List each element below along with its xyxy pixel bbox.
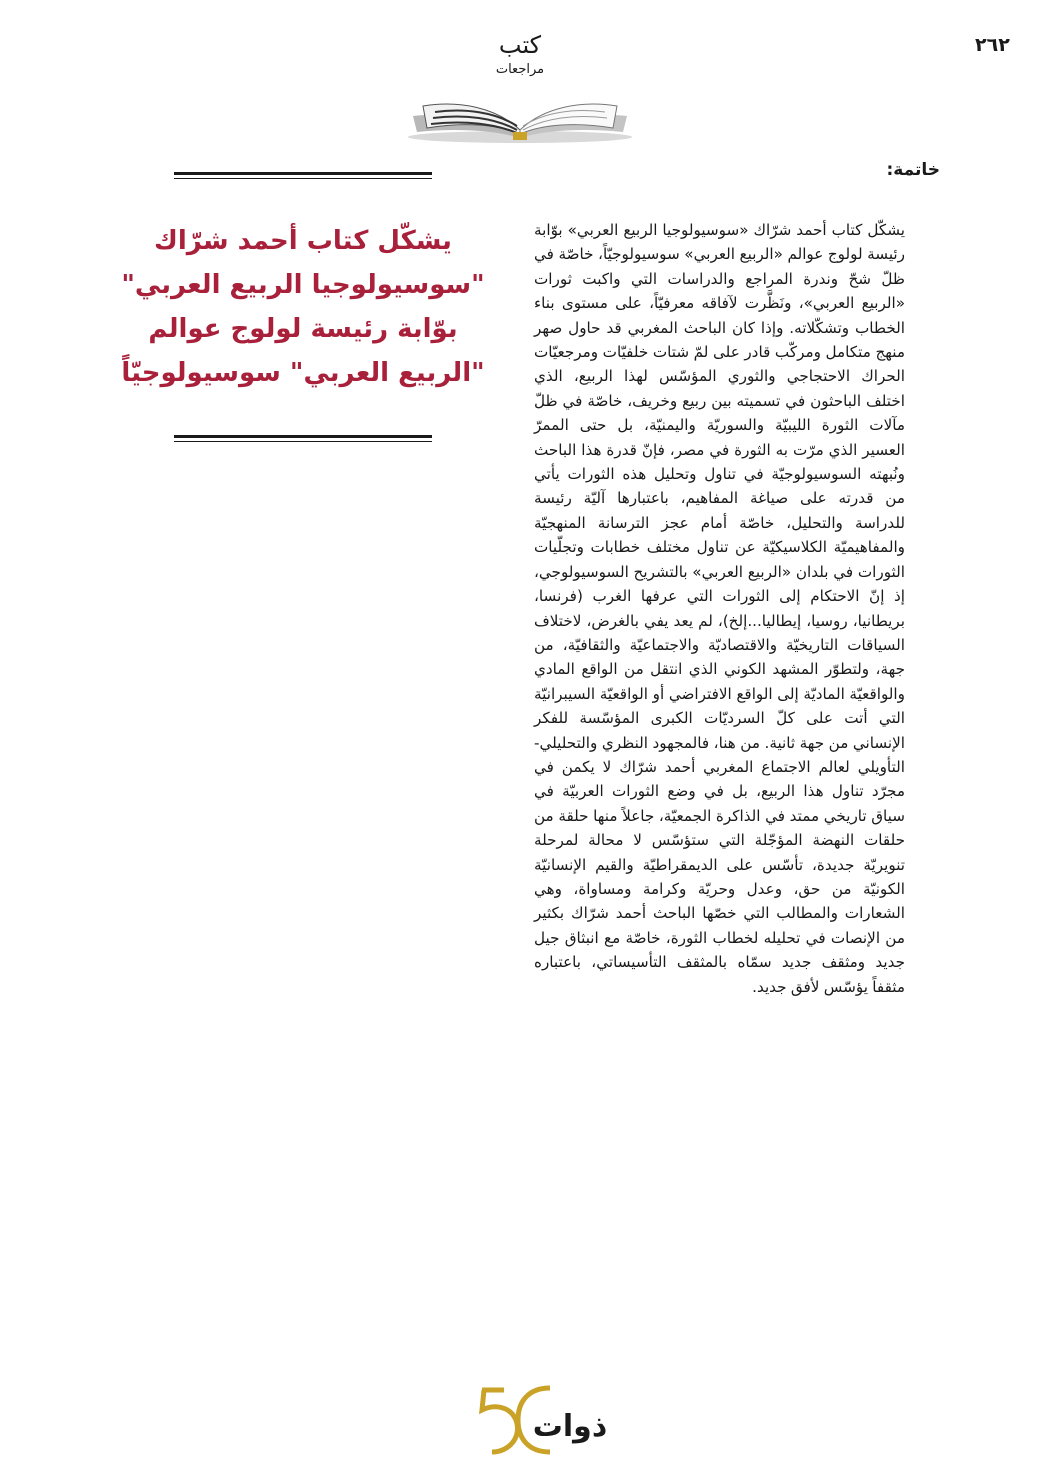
article-body: يشكّل كتاب أحمد شرّاك «سوسيولوجيا الربيع العربي» بوّابة رئيسة لولوج عوالم «الربيع العربي» سوسيولوجيّاً، خاصّة في ظلّ شحّ وندرة المراجع والدراسات التي واكبت ثورات «الربيع العربي»، ونَظَّرت لآفاقه معرفيّاً، على مستوى بناء الخطاب وتشكّلاته. وإذا كان الباحث المغربي قد حاول صهر منهج متكامل ومركّب قادر على لمّ شتات خلفيّات ومرجعيّات الحراك الاحتجاجي والثوري المؤسّس لهذا الربيع، الذي اختلف الباحثون في تسميته بين ربيع وخريف، خاصّة في ظلّ مآلات الثورة الليبيّة والسوريّة واليمنيّة، بل حتى الممرّ العسير الذي مرّت به الثورة في مصر، فإنّ قدرة هذا الباحث ونُبهته السوسيولوجيّة في تناول وتحليل هذه الثورات يأتي من قدرته على صياغة المفاهيم، باعتبارها آليّة رئيسة للدراسة والتحليل، خاصّة أمام عجز الترسانة المنهجيّة والمفاهيميّة الكلاسيكيّة عن تناول مختلف خطابات وتجلّيات الثورات في بلدان «الربيع العربي» بالتشريح السوسيولوجي، إذ إنّ الاحتكام إلى الثورات التي عرفها الغرب (فرنسا، بريطانيا، روسيا، إيطاليا...إلخ)، لم يعد يفي بالغرض، لاختلاف السياقات التاريخيّة والاقتصاديّة والاجتماعيّة والثقافيّة، من جهة، ولتطوّر المشهد الكوني الذي انتقل من الواقع المادي والواقعيّة الماديّة إلى الواقع الافتراضي أو الواقعيّة السيبرانيّة التي أتت على كلّ السرديّات الكبرى المؤسّسة للفكر الإنساني من جهة ثانية. من هنا، فالمجهود النظري والتحليلي- التأويلي لعالم الاجتماع المغربي أحمد شرّاك لا يكمن في مجرّد تناول هذا الربيع، بل في وضع الثورات العربيّة في سياق تاريخي ممتد في الذاكرة الجمعيّة، جاعلاً منها حلقة من حلقات النهضة المؤجّلة التي ستؤسّس لا محالة لمرحلة تنويريّة جديدة، تأسّس على الديمقراطيّة والقيم الإنسانيّة الكونيّة من حق، وعدل وحريّة وكرامة ومساواة، وهي الشعارات والمطالب التي خصّها الباحث أحمد شرّاك بكثير من الإنصات في تحليله لخطاب الثورة، خاصّة مع انبثاق جيل جديد ومثقف جديد سمّاه بالمثقف التأسيساتي، باعتباره مثقفاً يؤسّس لأفق جديد. xyxy=(534,221,905,996)
section-header xyxy=(400,30,640,144)
dhawat-50-logo xyxy=(470,1380,610,1460)
section-subtitle: مراجعات xyxy=(495,62,545,77)
pull-quote-block xyxy=(108,172,498,442)
logo-text: ذوات xyxy=(532,1409,608,1444)
section-title: كتب xyxy=(498,31,542,59)
bottom-divider xyxy=(174,435,432,442)
top-divider xyxy=(174,172,432,179)
open-book-icon xyxy=(405,82,635,144)
section-heading: خاتمة: xyxy=(886,160,940,180)
pull-quote: يشكّل كتاب أحمد شرّاك "سوسيولوجيا الربيع العربي" بوّابة رئيسة لولوج عوالم "الربيع العربي" سوسيولوجيّاً xyxy=(121,226,485,388)
page-number: ٢٦٢ xyxy=(975,34,1010,56)
